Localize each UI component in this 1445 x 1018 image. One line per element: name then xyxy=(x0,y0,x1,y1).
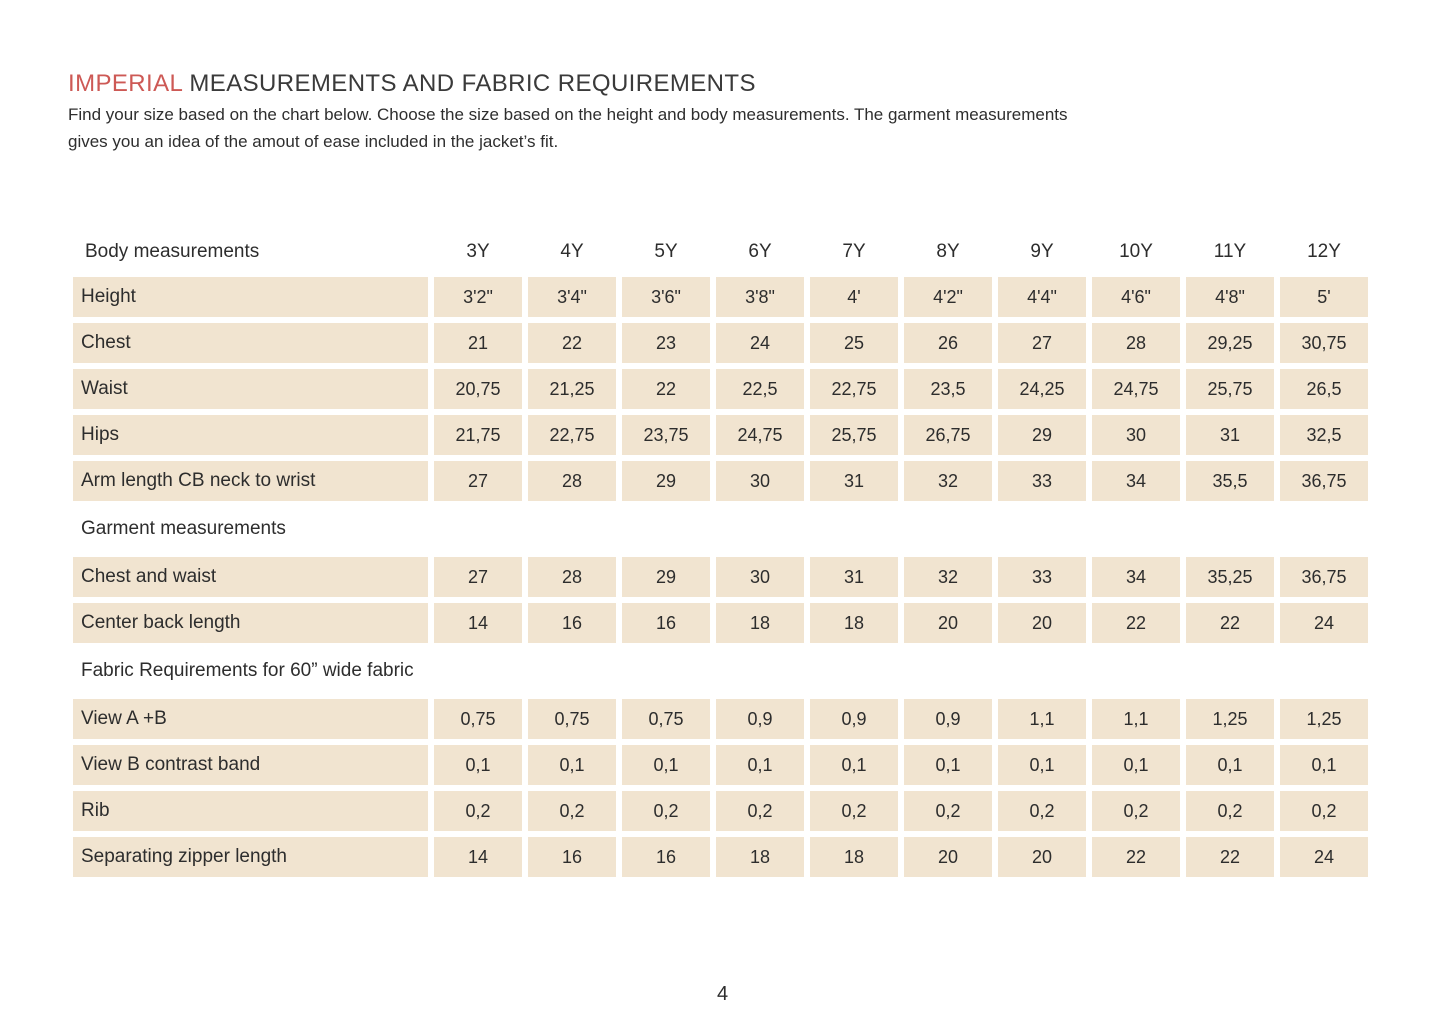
value-cell: 0,1 xyxy=(528,745,616,785)
value-cell: 14 xyxy=(434,837,522,877)
table-row xyxy=(73,277,1369,317)
value-cell: 0,9 xyxy=(904,699,992,739)
size-column-header: 10Y xyxy=(1119,241,1153,262)
value-cell: 4'4" xyxy=(998,277,1086,317)
value-cell: 0,9 xyxy=(810,699,898,739)
value-cell: 30,75 xyxy=(1280,323,1368,363)
value-cell: 0,1 xyxy=(998,745,1086,785)
value-cell: 23,75 xyxy=(622,415,710,455)
value-cell: 22 xyxy=(1186,603,1274,643)
value-cell: 22,5 xyxy=(716,369,804,409)
value-cell: 27 xyxy=(434,461,522,501)
value-cell: 16 xyxy=(622,837,710,877)
value-cell: 14 xyxy=(434,603,522,643)
row-label: Hips xyxy=(73,415,428,455)
value-cell: 28 xyxy=(528,557,616,597)
row-label: View A +B xyxy=(73,699,428,739)
value-cell: 4' xyxy=(810,277,898,317)
value-cell: 36,75 xyxy=(1280,461,1368,501)
value-cell: 16 xyxy=(622,603,710,643)
value-cell: 22 xyxy=(1186,837,1274,877)
table-row xyxy=(73,323,1369,363)
value-cell: 20 xyxy=(998,603,1086,643)
value-cell: 4'2" xyxy=(904,277,992,317)
value-cell: 25,75 xyxy=(810,415,898,455)
value-cell: 20,75 xyxy=(434,369,522,409)
value-cell: 31 xyxy=(810,557,898,597)
value-cell: 0,1 xyxy=(622,745,710,785)
size-column-header: 8Y xyxy=(936,241,960,262)
value-cell: 18 xyxy=(810,603,898,643)
value-cell: 0,2 xyxy=(622,791,710,831)
value-cell: 29 xyxy=(622,461,710,501)
title-highlight: IMPERIAL xyxy=(68,70,183,97)
page-number: 4 xyxy=(716,983,729,1005)
value-cell: 26 xyxy=(904,323,992,363)
value-cell: 28 xyxy=(1092,323,1180,363)
row-label: Chest xyxy=(73,323,428,363)
value-cell: 18 xyxy=(716,603,804,643)
value-cell: 3'4" xyxy=(528,277,616,317)
value-cell: 21,25 xyxy=(528,369,616,409)
table-row xyxy=(73,415,1369,455)
value-cell: 25 xyxy=(810,323,898,363)
value-cell: 1,25 xyxy=(1186,699,1274,739)
value-cell: 0,1 xyxy=(716,745,804,785)
table-row xyxy=(73,837,1369,877)
value-cell: 18 xyxy=(716,837,804,877)
value-cell: 0,2 xyxy=(1092,791,1180,831)
value-cell: 0,1 xyxy=(434,745,522,785)
size-column-header: 4Y xyxy=(560,241,584,262)
row-label: Chest and waist xyxy=(73,557,428,597)
value-cell: 0,1 xyxy=(1280,745,1368,785)
value-cell: 22 xyxy=(1092,603,1180,643)
value-cell: 22 xyxy=(528,323,616,363)
value-cell: 34 xyxy=(1092,461,1180,501)
table-row xyxy=(73,745,1369,785)
value-cell: 34 xyxy=(1092,557,1180,597)
value-cell: 29 xyxy=(998,415,1086,455)
section-header: Fabric Requirements for 60” wide fabric xyxy=(81,660,414,681)
table-row xyxy=(73,369,1369,409)
value-cell: 3'6" xyxy=(622,277,710,317)
value-cell: 24,25 xyxy=(998,369,1086,409)
table-row xyxy=(73,791,1369,831)
value-cell: 24 xyxy=(1280,603,1368,643)
value-cell: 0,2 xyxy=(904,791,992,831)
value-cell: 24,75 xyxy=(1092,369,1180,409)
value-cell: 29,25 xyxy=(1186,323,1274,363)
size-chart-table xyxy=(73,233,1369,883)
value-cell: 16 xyxy=(528,603,616,643)
value-cell: 30 xyxy=(1092,415,1180,455)
value-cell: 23 xyxy=(622,323,710,363)
value-cell: 32 xyxy=(904,461,992,501)
value-cell: 26,75 xyxy=(904,415,992,455)
value-cell: 0,2 xyxy=(434,791,522,831)
value-cell: 27 xyxy=(998,323,1086,363)
section-header-body-measurements: Body measurements xyxy=(85,241,260,262)
row-label: Rib xyxy=(73,791,428,831)
value-cell: 1,1 xyxy=(1092,699,1180,739)
value-cell: 20 xyxy=(998,837,1086,877)
size-column-header: 9Y xyxy=(1030,241,1054,262)
value-cell: 22,75 xyxy=(810,369,898,409)
row-label: Center back length xyxy=(73,603,428,643)
value-cell: 0,1 xyxy=(904,745,992,785)
size-column-header: 7Y xyxy=(842,241,866,262)
value-cell: 24,75 xyxy=(716,415,804,455)
size-column-header: 5Y xyxy=(654,241,678,262)
value-cell: 33 xyxy=(998,461,1086,501)
table-row xyxy=(73,461,1369,501)
value-cell: 25,75 xyxy=(1186,369,1274,409)
value-cell: 0,75 xyxy=(434,699,522,739)
value-cell: 30 xyxy=(716,557,804,597)
row-label: Height xyxy=(73,277,428,317)
size-column-header: 6Y xyxy=(748,241,772,262)
value-cell: 0,9 xyxy=(716,699,804,739)
size-column-header: 3Y xyxy=(466,241,490,262)
value-cell: 0,2 xyxy=(1280,791,1368,831)
value-cell: 0,2 xyxy=(716,791,804,831)
value-cell: 1,1 xyxy=(998,699,1086,739)
value-cell: 18 xyxy=(810,837,898,877)
row-label: Waist xyxy=(73,369,428,409)
value-cell: 0,1 xyxy=(1092,745,1180,785)
intro-line-2: gives you an idea of the amout of ease included in the jacket’s fit. xyxy=(68,132,559,151)
value-cell: 21,75 xyxy=(434,415,522,455)
value-cell: 31 xyxy=(810,461,898,501)
value-cell: 30 xyxy=(716,461,804,501)
value-cell: 0,2 xyxy=(1186,791,1274,831)
table-row xyxy=(73,699,1369,739)
value-cell: 20 xyxy=(904,603,992,643)
value-cell: 24 xyxy=(716,323,804,363)
value-cell: 27 xyxy=(434,557,522,597)
value-cell: 5' xyxy=(1280,277,1368,317)
value-cell: 0,1 xyxy=(1186,745,1274,785)
value-cell: 31 xyxy=(1186,415,1274,455)
value-cell: 36,75 xyxy=(1280,557,1368,597)
value-cell: 16 xyxy=(528,837,616,877)
value-cell: 4'8" xyxy=(1186,277,1274,317)
intro-line-1: Find your size based on the chart below. Choose the size based on the height and body measurements. The garment measurements xyxy=(68,105,1068,124)
value-cell: 32,5 xyxy=(1280,415,1368,455)
size-column-header: 11Y xyxy=(1213,241,1247,262)
page-title xyxy=(68,70,756,98)
value-cell: 0,1 xyxy=(810,745,898,785)
value-cell: 26,5 xyxy=(1280,369,1368,409)
value-cell: 1,25 xyxy=(1280,699,1368,739)
size-column-header: 12Y xyxy=(1307,241,1341,262)
value-cell: 0,2 xyxy=(528,791,616,831)
value-cell: 0,75 xyxy=(622,699,710,739)
value-cell: 23,5 xyxy=(904,369,992,409)
value-cell: 3'2" xyxy=(434,277,522,317)
section-header: Garment measurements xyxy=(81,518,286,539)
intro-text xyxy=(68,101,1068,155)
value-cell: 22 xyxy=(1092,837,1180,877)
value-cell: 0,2 xyxy=(998,791,1086,831)
value-cell: 33 xyxy=(998,557,1086,597)
value-cell: 4'6" xyxy=(1092,277,1180,317)
value-cell: 29 xyxy=(622,557,710,597)
title-rest: MEASUREMENTS AND FABRIC REQUIREMENTS xyxy=(182,70,756,97)
value-cell: 24 xyxy=(1280,837,1368,877)
value-cell: 0,2 xyxy=(810,791,898,831)
table-row xyxy=(73,603,1369,643)
value-cell: 32 xyxy=(904,557,992,597)
table-row xyxy=(73,557,1369,597)
row-label: Arm length CB neck to wrist xyxy=(73,461,428,501)
value-cell: 20 xyxy=(904,837,992,877)
value-cell: 35,5 xyxy=(1186,461,1274,501)
value-cell: 22 xyxy=(622,369,710,409)
row-label: View B contrast band xyxy=(73,745,428,785)
value-cell: 3'8" xyxy=(716,277,804,317)
value-cell: 21 xyxy=(434,323,522,363)
column-header-row xyxy=(73,233,1369,271)
value-cell: 28 xyxy=(528,461,616,501)
row-label: Separating zipper length xyxy=(73,837,428,877)
value-cell: 22,75 xyxy=(528,415,616,455)
value-cell: 35,25 xyxy=(1186,557,1274,597)
value-cell: 0,75 xyxy=(528,699,616,739)
